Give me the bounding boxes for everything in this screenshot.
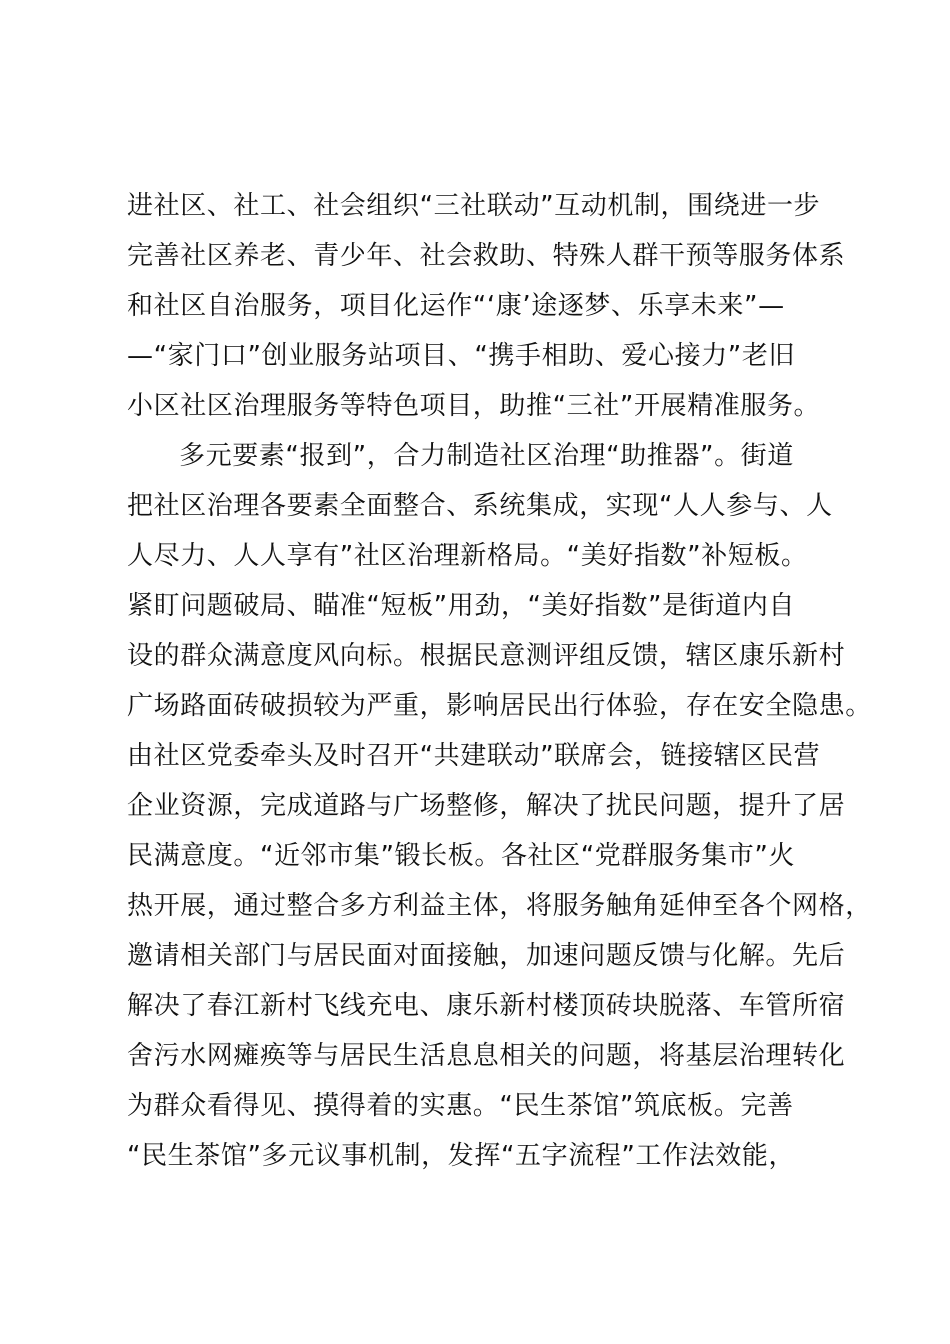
text-line: 设的群众满意度风向标。根据民意测评组反馈，辖区康乐新村 xyxy=(127,641,846,671)
text-line: 进社区、社工、社会组织“三社联动”互动机制，围绕进一步 xyxy=(127,191,821,221)
text-line: 完善社区养老、青少年、社会救助、特殊人群干预等服务体系 xyxy=(127,241,846,271)
text-line: 企业资源，完成道路与广场整修，解决了扰民问题，提升了居 xyxy=(127,791,846,821)
text-line: 舍污水网瘫痪等与居民生活息息相关的问题，将基层治理转化 xyxy=(127,1041,846,1071)
paragraph-start-line: 多元要素“报到”，合力制造社区治理“助推器”。街道 xyxy=(179,441,794,471)
text-line: 由社区党委牵头及时召开“共建联动”联席会，链接辖区民营 xyxy=(127,741,821,771)
body-text xyxy=(127,181,872,1181)
text-line: 和社区自治服务，项目化运作“‘康’途逐梦、乐享未来”— xyxy=(127,291,785,321)
text-line: 人尽力、人人享有”社区治理新格局。“美好指数”补短板。 xyxy=(127,541,808,571)
text-line: 热开展，通过整合多方利益主体，将服务触角延伸至各个网格， xyxy=(127,891,872,921)
text-line: 邀请相关部门与居民面对面接触，加速问题反馈与化解。先后 xyxy=(127,941,846,971)
text-line: 民满意度。“近邻市集”锻长板。各社区“党群服务集市”火 xyxy=(127,841,796,871)
text-line: 把社区治理各要素全面整合、系统集成，实现“人人参与、人 xyxy=(127,491,833,521)
text-line: “民生茶馆”多元议事机制，发挥“五字流程”工作法效能， xyxy=(127,1141,796,1171)
text-line: 解决了春江新村飞线充电、康乐新村楼顶砖块脱落、车管所宿 xyxy=(127,991,846,1021)
text-line: 紧盯问题破局、瞄准“短板”用劲，“美好指数”是街道内自 xyxy=(127,591,796,621)
text-line: 小区社区治理服务等特色项目，助推“三社”开展精准服务。 xyxy=(127,391,821,421)
text-line: 广场路面砖破损较为严重，影响居民出行体验，存在安全隐患。 xyxy=(127,691,872,721)
text-line: 为群众看得见、摸得着的实惠。“民生茶馆”筑底板。完善 xyxy=(127,1091,794,1121)
text-line: —“家门口”创业服务站项目、“携手相助、爱心接力”老旧 xyxy=(127,341,796,371)
